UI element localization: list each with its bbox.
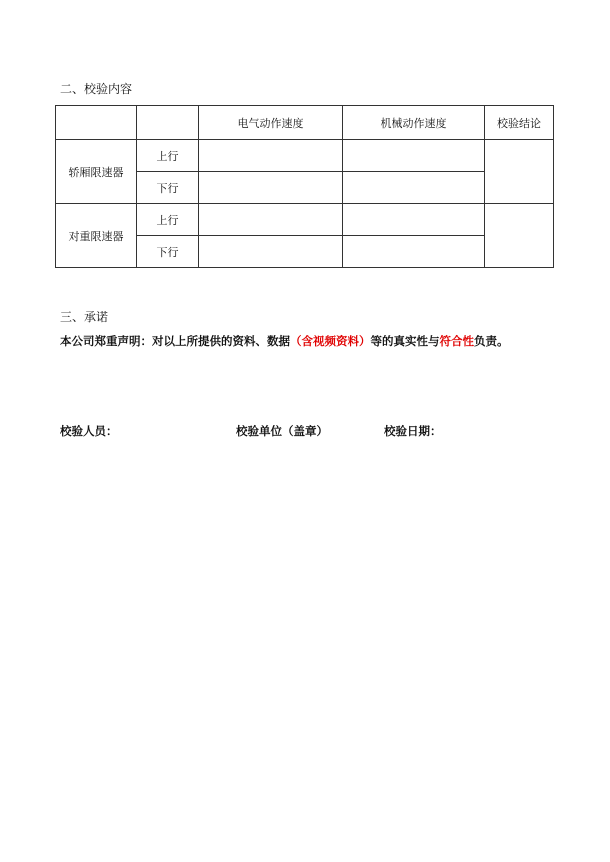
verification-table [55,105,554,268]
statement-highlight: （含视频资料） [290,334,371,348]
table-header-cell [137,106,199,140]
inspector-label: 校验人员： [60,424,118,438]
direction-up: 上行 [137,204,199,236]
group-car-governor: 轿厢限速器 [56,140,137,204]
statement-text: 等的真实性与 [370,334,440,348]
electrical-speed-cell[interactable] [199,172,343,204]
table-header-conclusion: 校验结论 [485,106,554,140]
mechanical-speed-cell[interactable] [343,204,485,236]
direction-down: 下行 [137,236,199,268]
statement-highlight: 符合性 [439,334,474,348]
conclusion-cell[interactable] [485,204,554,268]
mechanical-speed-cell[interactable] [343,172,485,204]
table-row [56,204,554,236]
table-header-mechanical-speed: 机械动作速度 [343,106,485,140]
commitment-statement [60,333,509,349]
mechanical-speed-cell[interactable] [343,236,485,268]
direction-down: 下行 [137,172,199,204]
conclusion-cell[interactable] [485,140,554,204]
section-3-title: 三、承诺 [60,310,109,324]
table-header-cell [56,106,137,140]
direction-up: 上行 [137,140,199,172]
table-header-row [56,106,554,140]
electrical-speed-cell[interactable] [199,204,343,236]
mechanical-speed-cell[interactable] [343,140,485,172]
electrical-speed-cell[interactable] [199,140,343,172]
date-label: 校验日期： [384,424,442,438]
electrical-speed-cell[interactable] [199,236,343,268]
statement-text: 本公司郑重声明：对以上所提供的资料、数据 [60,334,290,348]
group-counterweight-governor: 对重限速器 [56,204,137,268]
statement-text: 负责。 [474,334,509,348]
table-row [56,140,554,172]
section-2-title: 二、校验内容 [60,82,133,96]
unit-seal-label: 校验单位（盖章） [236,424,328,438]
table-header-electrical-speed: 电气动作速度 [199,106,343,140]
